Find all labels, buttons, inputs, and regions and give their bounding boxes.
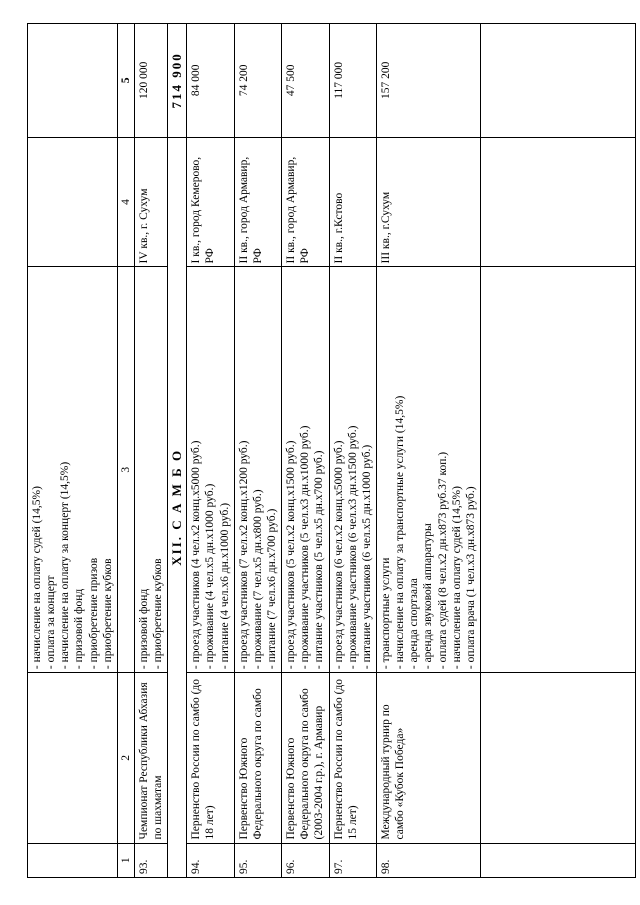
- cell-description: [28, 267, 118, 673]
- table-row: [28, 24, 118, 878]
- cell-place: [28, 137, 118, 267]
- desc-line: - проезд участников (4 чел.х2 конц.х5000 руб.): [190, 440, 203, 670]
- desc-line: - оплата врача (1 чел.х3 дн.х873 руб.): [464, 486, 477, 670]
- desc-line: - приобретение кубков: [101, 558, 114, 670]
- cell-sum: 120 000: [134, 24, 167, 138]
- table-row-blank: [480, 24, 635, 878]
- cell-number: [28, 843, 118, 877]
- column-header-1: 1: [117, 843, 134, 877]
- desc-line: - аренда звуковой аппаратуры: [422, 523, 435, 670]
- column-header-4: 4: [117, 137, 134, 267]
- desc-line: - начисление на оплату судей (14,5%): [450, 486, 463, 670]
- table-row: [234, 24, 281, 878]
- cell-description: [480, 267, 635, 673]
- desc-line: - проживание участников (5 чел.х3 дн.х1000 руб.): [299, 425, 312, 670]
- desc-line: - начисление на оплату за транспортные услуги (14,5%): [394, 395, 407, 670]
- cell-number: 97.: [329, 843, 376, 877]
- desc-line: - питание участников (5 чел.х5 дн.х700 руб.): [313, 450, 326, 670]
- cell-name: Чемпионат Республики Абхазия по шахматам: [134, 673, 167, 843]
- cell-sum: 157 200: [376, 24, 480, 138]
- section-title-row: [168, 24, 187, 878]
- cell-description: [282, 267, 329, 673]
- desc-line: - проезд участников (5 чел.х2 конц.х1500 руб.): [285, 440, 298, 670]
- table-row: [282, 24, 329, 878]
- cell-name: Перненство России по самбо (до 18 лет): [187, 673, 234, 843]
- cell-place: II кв., город Армавир, РФ: [282, 137, 329, 267]
- desc-line: - проживание (4 чел.х5 дн.х1000 руб.): [204, 483, 217, 670]
- cell-place: II кв., г.Кстово: [329, 137, 376, 267]
- desc-line: - питание участников (6 чел.х5 дн.х1000 руб.): [360, 444, 373, 670]
- cell-place: I кв., город Кемерово, РФ: [187, 137, 234, 267]
- cell-place: [480, 137, 635, 267]
- desc-line: - проезд участников (6 чел.х2 конц.х5000 руб.): [332, 440, 345, 670]
- cell-number: 98.: [376, 843, 480, 877]
- cell-sum: 74 200: [234, 24, 281, 138]
- table-row: [134, 24, 167, 878]
- desc-line: - питание (7 чел.х6 дн.х700 руб.): [265, 508, 278, 670]
- budget-table: [27, 23, 636, 878]
- cell-place: IV кв., г. Сухум: [134, 137, 167, 267]
- desc-line: - питание (4 чел.х6 дн.х1000 руб.): [218, 502, 231, 670]
- cell-sum: [28, 24, 118, 138]
- cell-name: Первенство Южного Федерального округа по самбо (2003-2004 г.р.), г. Армавир: [282, 673, 329, 843]
- cell-sum: 117 000: [329, 24, 376, 138]
- cell-sum: 84 000: [187, 24, 234, 138]
- cell-description: [234, 267, 281, 673]
- section-total: 714 900: [168, 24, 187, 138]
- cell-number: [480, 843, 635, 877]
- cell-description: [187, 267, 234, 673]
- desc-line: - аренда спортзала: [408, 578, 421, 670]
- cell-number: 93.: [134, 843, 167, 877]
- section-title: XII. С А М Б О: [168, 137, 187, 877]
- cell-name: [28, 673, 118, 843]
- cell-description: [134, 267, 167, 673]
- cell-name: [480, 673, 635, 843]
- desc-line: - оплата судей (8 чел.х2 дн.х873 руб.37 коп.): [436, 451, 449, 670]
- cell-sum: [480, 24, 635, 138]
- desc-line: - приобретение призов: [87, 557, 100, 670]
- cell-description: [376, 267, 480, 673]
- cell-description: [329, 267, 376, 673]
- cell-name: Международный турнир по самбо «Кубок Победа»: [376, 673, 480, 843]
- table-header-row: [117, 24, 134, 878]
- column-header-3: 3: [117, 267, 134, 673]
- desc-line: - транспортные услуги: [379, 557, 392, 670]
- desc-line: - проезд участников (7 чел.х2 конц.х1200 руб.): [237, 440, 250, 670]
- desc-line: - начисление на оплату судей (14,5%): [31, 486, 43, 670]
- table-row: [329, 24, 376, 878]
- desc-line: - призовой фонд: [73, 588, 86, 670]
- table-row: [376, 24, 480, 878]
- desc-line: - начисление на оплату за концерт (14,5%): [59, 461, 72, 670]
- cell-sum: 47 500: [282, 24, 329, 138]
- cell-name: Первенство Южного Федерального округа по самбо: [234, 673, 281, 843]
- column-header-5: 5: [117, 24, 134, 138]
- cell-place: III кв., г.Сухум: [376, 137, 480, 267]
- cell-number: 96.: [282, 843, 329, 877]
- desc-line: - призовой фонд: [137, 588, 150, 670]
- cell-name: Перненство России по самбо (до 15 лет): [329, 673, 376, 843]
- desc-line: - проживание участников (6 чел.х3 дн.х1500 руб.): [346, 425, 359, 670]
- cell-number: 94.: [187, 843, 234, 877]
- desc-line: - приобретение кубков: [152, 558, 165, 670]
- cell-place: II кв., город Армавир, РФ: [234, 137, 281, 267]
- table-row: [187, 24, 234, 878]
- cell-number: 95.: [234, 843, 281, 877]
- desc-line: - проживание (7 чел.х5 дн.х800 руб.): [251, 489, 264, 670]
- desc-line: - оплата за концерт: [45, 575, 58, 670]
- column-header-2: 2: [117, 673, 134, 843]
